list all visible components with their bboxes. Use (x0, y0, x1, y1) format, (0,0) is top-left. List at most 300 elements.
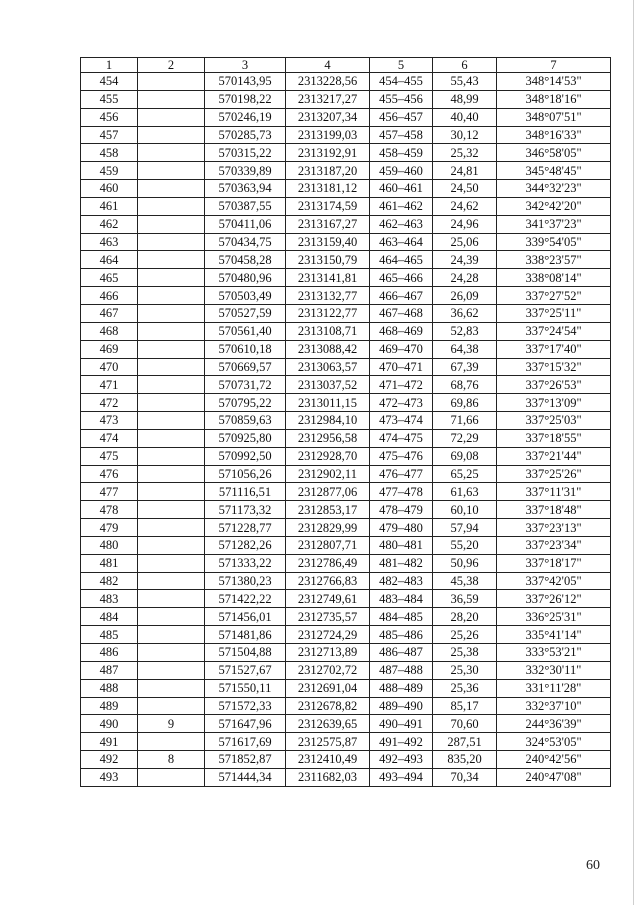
length-cell: 71,66 (433, 412, 497, 430)
y-coordinate-cell: 2313207,34 (286, 108, 370, 126)
point-number-cell: 457 (81, 126, 138, 144)
length-cell: 57,94 (433, 519, 497, 537)
segment-cell: 456–457 (370, 108, 433, 126)
x-coordinate-cell: 571380,23 (205, 572, 286, 590)
segment-cell: 465–466 (370, 269, 433, 287)
marker-cell (138, 233, 205, 251)
length-cell: 61,63 (433, 483, 497, 501)
marker-cell (138, 197, 205, 215)
bearing-cell: 348°18'16" (497, 90, 611, 108)
point-number-cell: 484 (81, 608, 138, 626)
x-coordinate-cell: 570143,95 (205, 73, 286, 91)
x-coordinate-cell: 570669,57 (205, 358, 286, 376)
bearing-cell: 337°26'12" (497, 590, 611, 608)
segment-cell: 473–474 (370, 412, 433, 430)
table-row (81, 590, 611, 608)
bearing-cell: 339°54'05" (497, 233, 611, 251)
point-number-cell: 459 (81, 162, 138, 180)
bearing-cell: 337°25'11" (497, 304, 611, 322)
length-cell: 85,17 (433, 697, 497, 715)
y-coordinate-cell: 2313192,91 (286, 144, 370, 162)
length-cell: 30,12 (433, 126, 497, 144)
table-row (81, 233, 611, 251)
segment-cell: 491–492 (370, 733, 433, 751)
y-coordinate-cell: 2312735,57 (286, 608, 370, 626)
segment-cell: 460–461 (370, 180, 433, 198)
length-cell: 36,59 (433, 590, 497, 608)
length-cell: 24,28 (433, 269, 497, 287)
table-row (81, 108, 611, 126)
bearing-cell: 344°32'23" (497, 180, 611, 198)
length-cell: 25,26 (433, 626, 497, 644)
segment-cell: 461–462 (370, 197, 433, 215)
y-coordinate-cell: 2313011,15 (286, 394, 370, 412)
table-row (81, 322, 611, 340)
bearing-cell: 337°15'32" (497, 358, 611, 376)
table-row (81, 73, 611, 91)
point-number-cell: 471 (81, 376, 138, 394)
marker-cell (138, 144, 205, 162)
marker-cell (138, 644, 205, 662)
segment-cell: 493–494 (370, 768, 433, 786)
length-cell: 48,99 (433, 90, 497, 108)
segment-cell: 488–489 (370, 679, 433, 697)
point-number-cell: 454 (81, 73, 138, 91)
length-cell: 55,43 (433, 73, 497, 91)
segment-cell: 486–487 (370, 644, 433, 662)
x-coordinate-cell: 570387,55 (205, 197, 286, 215)
table-body (81, 73, 611, 787)
bearing-cell: 333°53'21" (497, 644, 611, 662)
y-coordinate-cell: 2312749,61 (286, 590, 370, 608)
y-coordinate-cell: 2312877,06 (286, 483, 370, 501)
segment-cell: 468–469 (370, 322, 433, 340)
table-row (81, 626, 611, 644)
bearing-cell: 337°26'53" (497, 376, 611, 394)
x-coordinate-cell: 571422,22 (205, 590, 286, 608)
length-cell: 65,25 (433, 465, 497, 483)
length-cell: 55,20 (433, 536, 497, 554)
table-row (81, 751, 611, 769)
point-number-cell: 486 (81, 644, 138, 662)
bearing-cell: 337°18'17" (497, 554, 611, 572)
marker-cell (138, 536, 205, 554)
segment-cell: 477–478 (370, 483, 433, 501)
segment-cell: 454–455 (370, 73, 433, 91)
x-coordinate-cell: 571647,96 (205, 715, 286, 733)
segment-cell: 484–485 (370, 608, 433, 626)
table-row (81, 644, 611, 662)
segment-cell: 457–458 (370, 126, 433, 144)
marker-cell (138, 554, 205, 572)
length-cell: 24,62 (433, 197, 497, 215)
segment-cell: 480–481 (370, 536, 433, 554)
y-coordinate-cell: 2312984,10 (286, 412, 370, 430)
length-cell: 26,09 (433, 287, 497, 305)
table-row (81, 447, 611, 465)
table-row (81, 608, 611, 626)
length-cell: 24,39 (433, 251, 497, 269)
table-row (81, 715, 611, 733)
marker-cell (138, 251, 205, 269)
table-row (81, 554, 611, 572)
point-number-cell: 463 (81, 233, 138, 251)
y-coordinate-cell: 2313199,03 (286, 126, 370, 144)
marker-cell (138, 465, 205, 483)
table-row (81, 287, 611, 305)
segment-cell: 483–484 (370, 590, 433, 608)
length-cell: 24,50 (433, 180, 497, 198)
marker-cell (138, 376, 205, 394)
x-coordinate-cell: 571456,01 (205, 608, 286, 626)
bearing-cell: 338°08'14" (497, 269, 611, 287)
x-coordinate-cell: 571504,88 (205, 644, 286, 662)
marker-cell (138, 661, 205, 679)
point-number-cell: 490 (81, 715, 138, 733)
length-cell: 25,32 (433, 144, 497, 162)
bearing-cell: 337°11'31" (497, 483, 611, 501)
page-number: 60 (586, 858, 600, 873)
y-coordinate-cell: 2313132,77 (286, 287, 370, 305)
segment-cell: 466–467 (370, 287, 433, 305)
table-row (81, 197, 611, 215)
segment-cell: 490–491 (370, 715, 433, 733)
y-coordinate-cell: 2312928,70 (286, 447, 370, 465)
y-coordinate-cell: 2312786,49 (286, 554, 370, 572)
point-number-cell: 475 (81, 447, 138, 465)
marker-cell (138, 501, 205, 519)
length-cell: 45,38 (433, 572, 497, 590)
table-row (81, 697, 611, 715)
marker-cell (138, 180, 205, 198)
table-row (81, 733, 611, 751)
bearing-cell: 337°24'54" (497, 322, 611, 340)
y-coordinate-cell: 2312639,65 (286, 715, 370, 733)
marker-cell (138, 412, 205, 430)
bearing-cell: 342°42'20" (497, 197, 611, 215)
point-number-cell: 458 (81, 144, 138, 162)
y-coordinate-cell: 2312702,72 (286, 661, 370, 679)
marker-cell (138, 429, 205, 447)
x-coordinate-cell: 571282,26 (205, 536, 286, 554)
point-number-cell: 460 (81, 180, 138, 198)
x-coordinate-cell: 570503,49 (205, 287, 286, 305)
length-cell: 25,30 (433, 661, 497, 679)
point-number-cell: 493 (81, 768, 138, 786)
column-header: 1 (81, 58, 138, 73)
y-coordinate-cell: 2312410,49 (286, 751, 370, 769)
table-row (81, 465, 611, 483)
x-coordinate-cell: 570731,72 (205, 376, 286, 394)
segment-cell: 492–493 (370, 751, 433, 769)
table-row (81, 304, 611, 322)
length-cell: 40,40 (433, 108, 497, 126)
segment-cell: 489–490 (370, 697, 433, 715)
y-coordinate-cell: 2312902,11 (286, 465, 370, 483)
y-coordinate-cell: 2313167,27 (286, 215, 370, 233)
marker-cell (138, 287, 205, 305)
x-coordinate-cell: 570458,28 (205, 251, 286, 269)
marker-cell (138, 768, 205, 786)
segment-cell: 469–470 (370, 340, 433, 358)
point-number-cell: 488 (81, 679, 138, 697)
bearing-cell: 335°41'14" (497, 626, 611, 644)
y-coordinate-cell: 2313228,56 (286, 73, 370, 91)
table-row (81, 501, 611, 519)
bearing-cell: 337°25'26" (497, 465, 611, 483)
x-coordinate-cell: 571481,86 (205, 626, 286, 644)
table-row (81, 358, 611, 376)
x-coordinate-cell: 571572,33 (205, 697, 286, 715)
length-cell: 70,60 (433, 715, 497, 733)
y-coordinate-cell: 2313037,52 (286, 376, 370, 394)
y-coordinate-cell: 2313141,81 (286, 269, 370, 287)
x-coordinate-cell: 570363,94 (205, 180, 286, 198)
marker-cell (138, 358, 205, 376)
marker-cell (138, 519, 205, 537)
marker-cell: 8 (138, 751, 205, 769)
point-number-cell: 474 (81, 429, 138, 447)
y-coordinate-cell: 2311682,03 (286, 768, 370, 786)
point-number-cell: 464 (81, 251, 138, 269)
segment-cell: 470–471 (370, 358, 433, 376)
column-header: 5 (370, 58, 433, 73)
bearing-cell: 337°23'13" (497, 519, 611, 537)
marker-cell (138, 162, 205, 180)
length-cell: 28,20 (433, 608, 497, 626)
marker-cell (138, 322, 205, 340)
x-coordinate-cell: 571527,67 (205, 661, 286, 679)
marker-cell (138, 90, 205, 108)
bearing-cell: 337°13'09" (497, 394, 611, 412)
point-number-cell: 487 (81, 661, 138, 679)
length-cell: 287,51 (433, 733, 497, 751)
y-coordinate-cell: 2312575,87 (286, 733, 370, 751)
y-coordinate-cell: 2313150,79 (286, 251, 370, 269)
table-row (81, 376, 611, 394)
y-coordinate-cell: 2312766,83 (286, 572, 370, 590)
point-number-cell: 468 (81, 322, 138, 340)
length-cell: 24,81 (433, 162, 497, 180)
y-coordinate-cell: 2312691,04 (286, 679, 370, 697)
x-coordinate-cell: 570198,22 (205, 90, 286, 108)
y-coordinate-cell: 2312956,58 (286, 429, 370, 447)
segment-cell: 459–460 (370, 162, 433, 180)
table-row (81, 429, 611, 447)
marker-cell (138, 447, 205, 465)
segment-cell: 474–475 (370, 429, 433, 447)
bearing-cell: 337°23'34" (497, 536, 611, 554)
bearing-cell: 337°18'55" (497, 429, 611, 447)
point-number-cell: 476 (81, 465, 138, 483)
x-coordinate-cell: 571228,77 (205, 519, 286, 537)
point-number-cell: 479 (81, 519, 138, 537)
point-number-cell: 472 (81, 394, 138, 412)
y-coordinate-cell: 2312853,17 (286, 501, 370, 519)
column-header: 7 (497, 58, 611, 73)
bearing-cell: 348°07'51" (497, 108, 611, 126)
y-coordinate-cell: 2312829,99 (286, 519, 370, 537)
length-cell: 69,86 (433, 394, 497, 412)
marker-cell (138, 608, 205, 626)
length-cell: 835,20 (433, 751, 497, 769)
marker-cell (138, 697, 205, 715)
bearing-cell: 337°17'40" (497, 340, 611, 358)
marker-cell (138, 733, 205, 751)
segment-cell: 479–480 (370, 519, 433, 537)
marker-cell (138, 126, 205, 144)
segment-cell: 478–479 (370, 501, 433, 519)
point-number-cell: 461 (81, 197, 138, 215)
segment-cell: 455–456 (370, 90, 433, 108)
segment-cell: 482–483 (370, 572, 433, 590)
y-coordinate-cell: 2313181,12 (286, 180, 370, 198)
x-coordinate-cell: 571333,22 (205, 554, 286, 572)
length-cell: 25,06 (433, 233, 497, 251)
bearing-cell: 336°25'31" (497, 608, 611, 626)
segment-cell: 463–464 (370, 233, 433, 251)
point-number-cell: 485 (81, 626, 138, 644)
x-coordinate-cell: 570561,40 (205, 322, 286, 340)
column-header: 2 (138, 58, 205, 73)
y-coordinate-cell: 2313217,27 (286, 90, 370, 108)
marker-cell (138, 572, 205, 590)
marker-cell (138, 483, 205, 501)
table-row (81, 162, 611, 180)
segment-cell: 481–482 (370, 554, 433, 572)
bearing-cell: 337°21'44" (497, 447, 611, 465)
y-coordinate-cell: 2313063,57 (286, 358, 370, 376)
segment-cell: 472–473 (370, 394, 433, 412)
point-number-cell: 480 (81, 536, 138, 554)
point-number-cell: 477 (81, 483, 138, 501)
bearing-cell: 337°18'48" (497, 501, 611, 519)
point-number-cell: 483 (81, 590, 138, 608)
column-header: 4 (286, 58, 370, 73)
x-coordinate-cell: 570480,96 (205, 269, 286, 287)
table-row (81, 269, 611, 287)
bearing-cell: 240°47'08" (497, 768, 611, 786)
bearing-cell: 244°36'39" (497, 715, 611, 733)
bearing-cell: 324°53'05" (497, 733, 611, 751)
x-coordinate-cell: 570610,18 (205, 340, 286, 358)
length-cell: 60,10 (433, 501, 497, 519)
point-number-cell: 492 (81, 751, 138, 769)
length-cell: 69,08 (433, 447, 497, 465)
x-coordinate-cell: 570411,06 (205, 215, 286, 233)
segment-cell: 485–486 (370, 626, 433, 644)
bearing-cell: 346°58'05" (497, 144, 611, 162)
table-row (81, 126, 611, 144)
x-coordinate-cell: 571852,87 (205, 751, 286, 769)
coordinates-table (80, 57, 611, 787)
length-cell: 72,29 (433, 429, 497, 447)
length-cell: 50,96 (433, 554, 497, 572)
x-coordinate-cell: 570339,89 (205, 162, 286, 180)
point-number-cell: 469 (81, 340, 138, 358)
table-row (81, 572, 611, 590)
x-coordinate-cell: 570925,80 (205, 429, 286, 447)
marker-cell: 9 (138, 715, 205, 733)
segment-cell: 487–488 (370, 661, 433, 679)
length-cell: 64,38 (433, 340, 497, 358)
x-coordinate-cell: 570795,22 (205, 394, 286, 412)
table-row (81, 251, 611, 269)
y-coordinate-cell: 2312713,89 (286, 644, 370, 662)
table-row (81, 90, 611, 108)
segment-cell: 475–476 (370, 447, 433, 465)
x-coordinate-cell: 570859,63 (205, 412, 286, 430)
y-coordinate-cell: 2312724,29 (286, 626, 370, 644)
point-number-cell: 466 (81, 287, 138, 305)
point-number-cell: 482 (81, 572, 138, 590)
marker-cell (138, 108, 205, 126)
point-number-cell: 491 (81, 733, 138, 751)
column-header: 6 (433, 58, 497, 73)
segment-cell: 462–463 (370, 215, 433, 233)
point-number-cell: 455 (81, 90, 138, 108)
length-cell: 68,76 (433, 376, 497, 394)
marker-cell (138, 269, 205, 287)
bearing-cell: 348°16'33" (497, 126, 611, 144)
table-row (81, 536, 611, 554)
marker-cell (138, 626, 205, 644)
x-coordinate-cell: 571617,69 (205, 733, 286, 751)
table-row (81, 340, 611, 358)
segment-cell: 458–459 (370, 144, 433, 162)
bearing-cell: 332°30'11" (497, 661, 611, 679)
table-header-row (81, 58, 611, 73)
page-edge (633, 0, 634, 905)
segment-cell: 476–477 (370, 465, 433, 483)
x-coordinate-cell: 571056,26 (205, 465, 286, 483)
table-row (81, 180, 611, 198)
length-cell: 36,62 (433, 304, 497, 322)
point-number-cell: 456 (81, 108, 138, 126)
bearing-cell: 337°25'03" (497, 412, 611, 430)
marker-cell (138, 340, 205, 358)
table-row (81, 483, 611, 501)
table-row (81, 215, 611, 233)
y-coordinate-cell: 2313174,59 (286, 197, 370, 215)
point-number-cell: 465 (81, 269, 138, 287)
x-coordinate-cell: 570527,59 (205, 304, 286, 322)
y-coordinate-cell: 2312678,82 (286, 697, 370, 715)
table-row (81, 661, 611, 679)
point-number-cell: 481 (81, 554, 138, 572)
y-coordinate-cell: 2313122,77 (286, 304, 370, 322)
length-cell: 52,83 (433, 322, 497, 340)
x-coordinate-cell: 571444,34 (205, 768, 286, 786)
x-coordinate-cell: 571550,11 (205, 679, 286, 697)
length-cell: 25,36 (433, 679, 497, 697)
y-coordinate-cell: 2313088,42 (286, 340, 370, 358)
x-coordinate-cell: 570992,50 (205, 447, 286, 465)
y-coordinate-cell: 2313187,20 (286, 162, 370, 180)
table-row (81, 679, 611, 697)
x-coordinate-cell: 571173,32 (205, 501, 286, 519)
bearing-cell: 337°27'52" (497, 287, 611, 305)
table-row (81, 519, 611, 537)
x-coordinate-cell: 570315,22 (205, 144, 286, 162)
bearing-cell: 348°14'53" (497, 73, 611, 91)
bearing-cell: 331°11'28" (497, 679, 611, 697)
column-header: 3 (205, 58, 286, 73)
length-cell: 67,39 (433, 358, 497, 376)
segment-cell: 467–468 (370, 304, 433, 322)
marker-cell (138, 304, 205, 322)
point-number-cell: 478 (81, 501, 138, 519)
